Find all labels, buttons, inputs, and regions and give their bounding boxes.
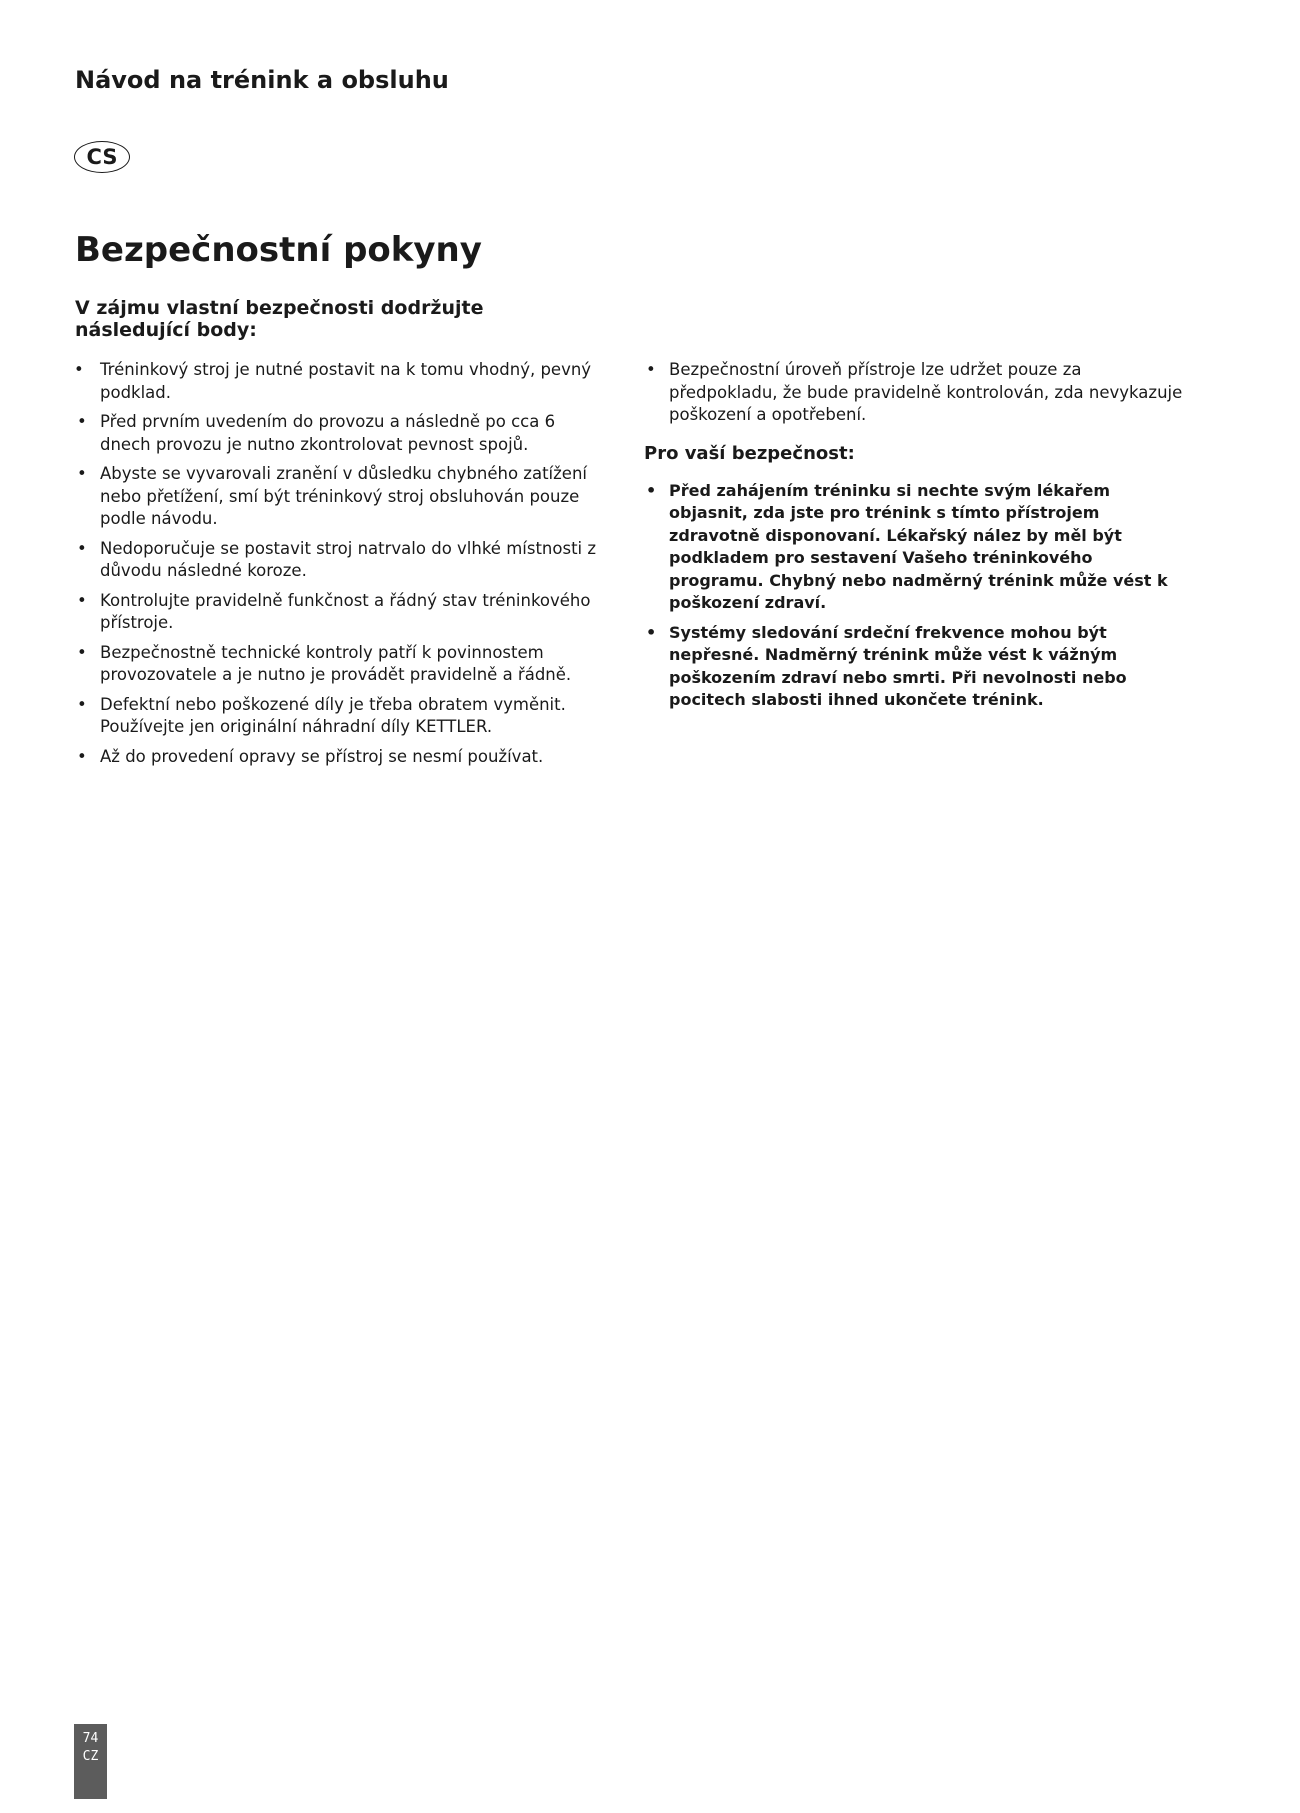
page-number-tab — [74, 1724, 107, 1799]
list-item: • Nedoporučuje se postavit stroj natrvalo do vlhké místnosti z důvodu následné koroze. — [75, 538, 605, 583]
list-item: • Tréninkový stroj je nutné postavit na k tomu vhodný, pevný podklad. — [75, 359, 605, 404]
your-safety-subheading: Pro vaší bezpečnost: — [644, 442, 855, 464]
list-item: • Až do provedení opravy se přístroj se nesmí používat. — [75, 746, 605, 769]
list-item: • Kontrolujte pravidelně funkčnost a řádný stav tréninkového přístroje. — [75, 590, 605, 635]
safety-subheading: V zájmu vlastní bezpečnosti dodržujte následující body: — [75, 297, 484, 341]
language-badge: CS — [74, 141, 130, 173]
list-item: • Abyste se vyvarovali zranění v důsledku chybného zatížení nebo přetížení, smí být tréninkový stroj obsluhován pouze podle návodu. — [75, 463, 605, 531]
list-item: • Systémy sledování srdeční frekvence mohou být nepřesné. Nadměrný trénink může vést k vážným poškozením zdraví nebo smrti. Při nevolnosti nebo pocitech slabosti ihned ukončete trénink. — [644, 622, 1189, 712]
list-item: • Bezpečnostní úroveň přístroje lze udržet pouze za předpokladu, že bude pravidelně kontrolován, zda nevykazuje poškození a opotřebení. — [644, 359, 1189, 427]
page-number: 74 — [82, 1731, 99, 1746]
warning-list — [644, 480, 1189, 712]
section-title: Bezpečnostní pokyny — [75, 230, 482, 270]
list-item: • Defektní nebo poškozené díly je třeba obratem vyměnit. Používejte jen originální náhradní díly KETTLER. — [75, 694, 605, 739]
list-item: • Bezpečnostně technické kontroly patří k povinnostem provozovatele a je nutno je provádět pravidelně a řádně. — [75, 642, 605, 687]
list-item: • Před zahájením tréninku si nechte svým lékařem objasnit, zda jste pro trénink s tímto přístrojem zdravotně disponovaní. Lékařský nález by měl být podkladem pro sestavení Vašeho tréninkového programu. Chybný nebo nadměrný trénink může vést k poškození zdraví. — [644, 480, 1189, 615]
document-title: Návod na trénink a obsluhu — [75, 66, 449, 94]
safety-list — [75, 359, 605, 768]
left-column — [75, 297, 605, 775]
page-lang-code: CZ — [82, 1749, 99, 1764]
maintenance-list — [644, 359, 1189, 427]
right-column — [644, 359, 1189, 719]
list-item: • Před prvním uvedením do provozu a následně po cca 6 dnech provozu je nutno zkontrolovat pevnost spojů. — [75, 411, 605, 456]
